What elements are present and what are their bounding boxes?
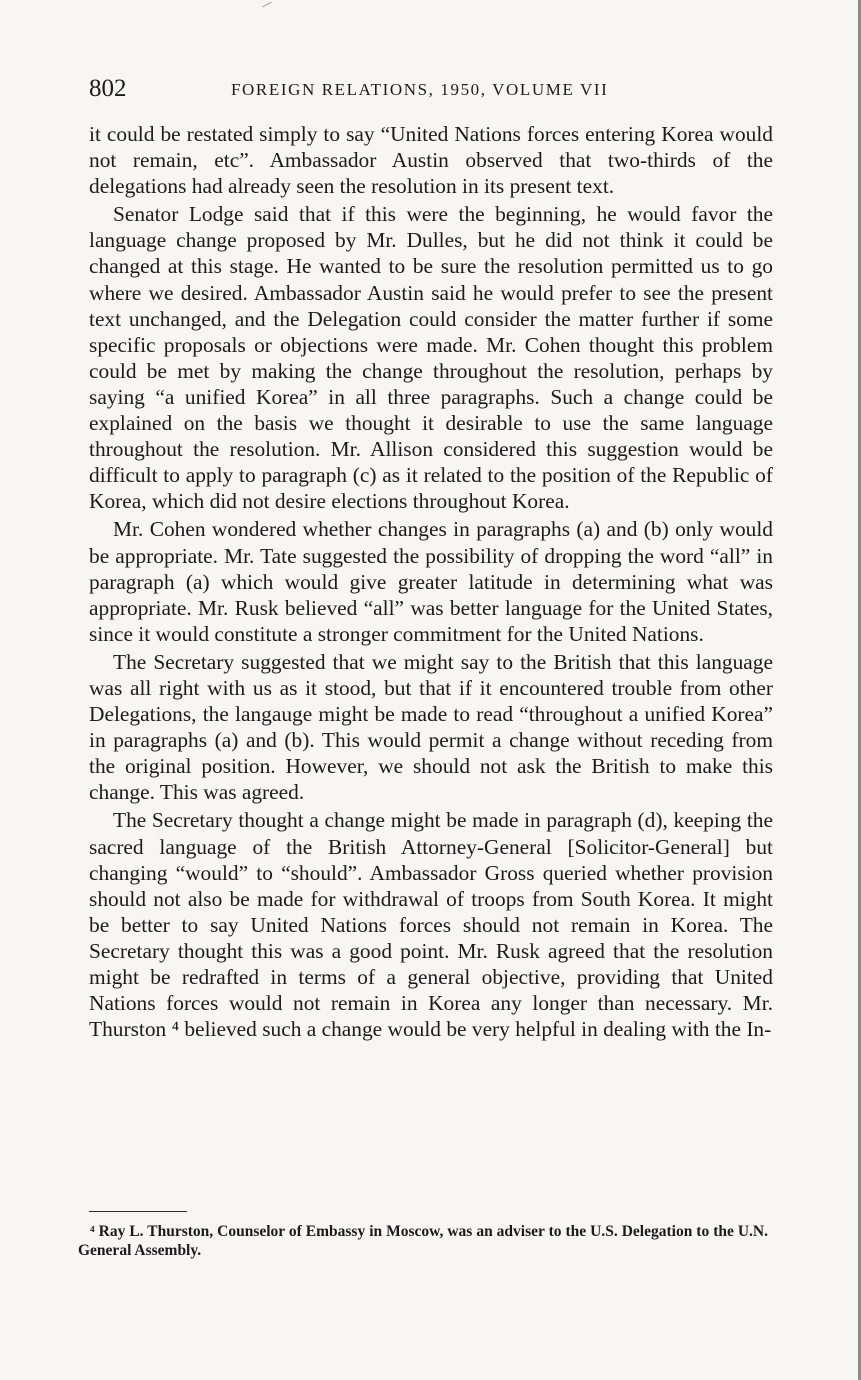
running-head (89, 74, 779, 104)
paragraph-secretary-change: The Secretary thought a change might be made in paragraph (d), keeping the sacred language of the British Attorney-General [Solicitor-General] but changing “would” to “should”. Ambassador Gross queried whether provision should not also be made for withdrawal of troops from South Korea. It might be better to say United Nations forces should not remain in Korea. The Secretary thought this was a good point. Mr. Rusk agreed that the resolution might be redrafted in terms of a general objective, providing that United Nations forces would not remain in Korea any longer than necessary. Mr. Thurston ⁴ believed such a change would be very helpful in dealing with the In- (89, 808, 773, 1042)
footnote-rule (89, 1211, 187, 1212)
page-number: 802 (89, 75, 127, 102)
running-title: FOREIGN RELATIONS, 1950, VOLUME VII (231, 80, 609, 99)
paragraph-cohen: Mr. Cohen wondered whether changes in paragraphs (a) and (b) only would be appropriate. Mr. Tate suggested the possibility of dropping the word “all” in paragraph (a) which would give greater latitude in determining what was appropriate. Mr. Rusk believed “all” was better language for the United States, since it would constitute a stronger commitment for the United Nations. (89, 517, 773, 646)
paragraph-lodge: Senator Lodge said that if this were the beginning, he would favor the language change proposed by Mr. Dulles, but he did not think it could be changed at this stage. He wanted to be sure the resolution permitted us to go where we desired. Ambassador Austin said he would prefer to see the present text unchanged, and the Delegation could consider the matter further if some specific proposals or objections were made. Mr. Cohen thought this problem could be met by making the change throughout the resolution, perhaps by saying “a unified Korea” in all three paragraphs. Such a change could be explained on the basis we thought it desirable to use the same language throughout the resolution. Mr. Allison considered this suggestion would be difficult to apply to paragraph (c) as it related to the position of the Republic of Korea, which did not desire elections throughout Korea. (89, 202, 773, 514)
paragraph-secretary-british: The Secretary suggested that we might say to the British that this language was all right with us as it stood, but that if it encountered trouble from other Delegations, the langauge might be made to read “throughout a unified Korea” in paragraphs (a) and (b). This would permit a change without receding from the original position. However, we should not ask the British to make this change. This was agreed. (89, 649, 773, 805)
body-text (89, 121, 773, 1042)
scan-mark (262, 2, 271, 8)
paragraph-continuation: it could be restated simply to say “United Nations forces entering Korea would not remain, etc”. Ambassador Austin observed that two-thirds of the delegations had already seen the resolution in its present text. (89, 122, 773, 199)
footnote: ⁴ Ray L. Thurston, Counselor of Embassy in Moscow, was an adviser to the U.S. Delegation to the U.N. General Assembly. (78, 1223, 768, 1259)
